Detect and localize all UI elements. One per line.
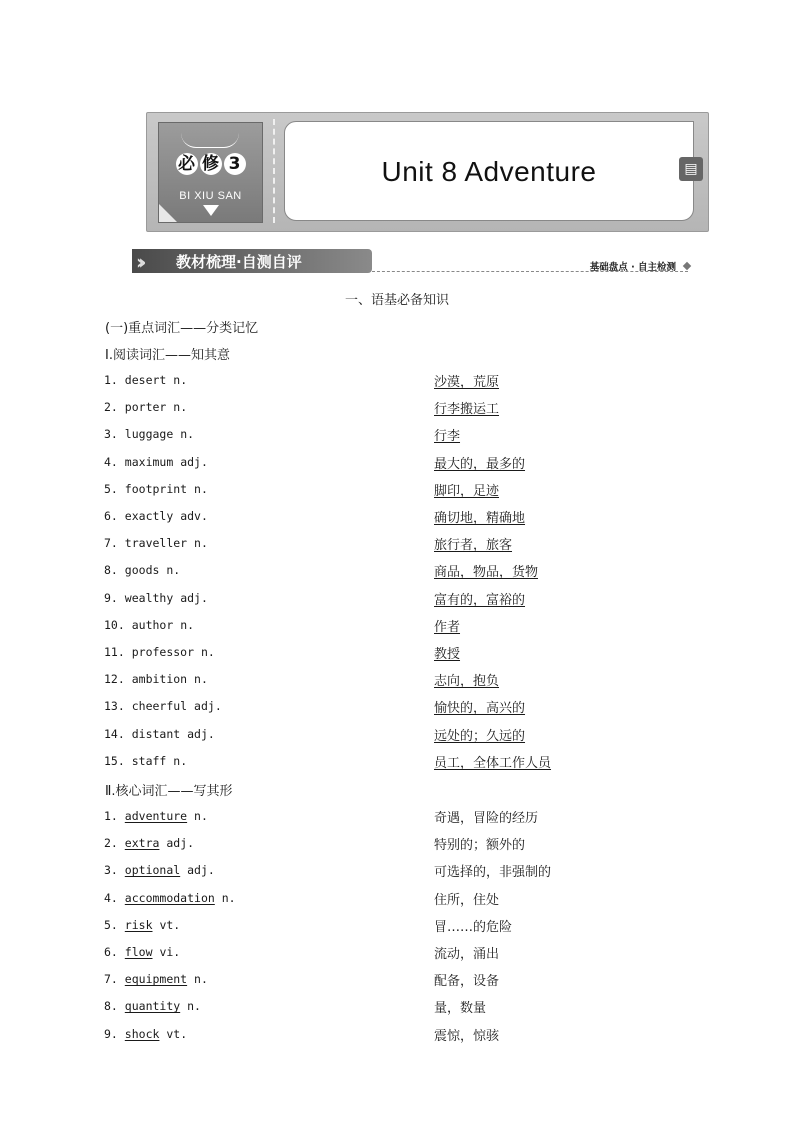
list-item bbox=[104, 889, 584, 909]
item-number: 2. bbox=[104, 400, 118, 415]
vocab-entry bbox=[104, 891, 236, 905]
page-title: Unit 8 Adventure bbox=[381, 156, 597, 187]
item-number: 6. bbox=[104, 509, 118, 523]
section-bar bbox=[132, 249, 692, 273]
vocab-word: equipment bbox=[124, 972, 188, 987]
vocab-word: author bbox=[131, 617, 174, 632]
vocab-meaning: 旅行者，旅客 bbox=[434, 538, 513, 554]
part-of-speech: n. bbox=[194, 536, 208, 551]
list-item bbox=[104, 916, 584, 936]
vocab-meaning: 奇遇，冒险的经历 bbox=[434, 811, 539, 826]
vocab-entry bbox=[104, 699, 222, 713]
vocab-meaning: 震惊，惊骇 bbox=[434, 1028, 500, 1044]
part-of-speech: n. bbox=[194, 481, 208, 496]
vocab-entry bbox=[104, 672, 208, 686]
item-number: 5. bbox=[104, 917, 118, 932]
vocab-entry bbox=[104, 536, 208, 550]
vocab-meaning: 远处的；久远的 bbox=[434, 728, 526, 744]
part-of-speech: adv. bbox=[180, 509, 208, 523]
vocab-word: desert bbox=[124, 373, 167, 387]
vocab-entry bbox=[104, 427, 194, 441]
vocab-word: porter bbox=[124, 400, 167, 415]
part-of-speech: n. bbox=[180, 617, 195, 632]
part-of-speech: adj. bbox=[187, 863, 215, 878]
vocab-meaning: 特别的；额外的 bbox=[434, 838, 526, 854]
vocab-entry bbox=[104, 591, 208, 605]
vocab-entry bbox=[104, 918, 180, 932]
part-of-speech: n. bbox=[194, 672, 208, 687]
badge-pinyin: BI XIU SAN bbox=[179, 190, 242, 202]
list-item bbox=[104, 371, 584, 391]
list-item bbox=[104, 670, 584, 690]
part-of-speech: n. bbox=[187, 999, 201, 1014]
vocab-word: footprint bbox=[124, 481, 188, 496]
vocab-entry bbox=[104, 645, 215, 659]
list-item bbox=[104, 589, 584, 609]
vocab-word: wealthy bbox=[124, 590, 174, 605]
vocab-meaning: 商品，物品，货物 bbox=[434, 565, 539, 581]
part-of-speech: vt. bbox=[159, 917, 181, 932]
section-label: 教材梳理·自测自评 bbox=[176, 253, 302, 271]
vocab-word: shock bbox=[124, 1026, 160, 1041]
part-of-speech: n. bbox=[173, 753, 188, 768]
page-fold-icon bbox=[159, 204, 177, 222]
item-number: 8. bbox=[104, 999, 118, 1014]
badge-char: 修 bbox=[200, 153, 222, 175]
list-item bbox=[104, 970, 584, 990]
vocab-meaning: 量，数量 bbox=[434, 1001, 487, 1017]
vocab-meaning: 可选择的，非强制的 bbox=[434, 865, 552, 881]
vocab-meaning: 沙漠，荒原 bbox=[434, 375, 500, 390]
badge-ornament bbox=[181, 133, 239, 148]
vocab-entry bbox=[104, 945, 180, 959]
item-number: 9. bbox=[104, 1026, 118, 1041]
list-item bbox=[104, 425, 584, 445]
list-item bbox=[104, 807, 584, 827]
part-of-speech: n. bbox=[194, 972, 208, 987]
vocab-meaning: 愉快的，高兴的 bbox=[434, 701, 526, 717]
list-item bbox=[104, 507, 584, 527]
item-number: 7. bbox=[104, 536, 118, 551]
down-arrow-icon bbox=[203, 205, 219, 216]
part-of-speech: n. bbox=[221, 890, 236, 905]
vocab-meaning: 最大的，最多的 bbox=[434, 456, 526, 472]
vocab-meaning: 教授 bbox=[434, 647, 461, 662]
vocab-word: maximum bbox=[124, 454, 174, 469]
part-of-speech: n. bbox=[166, 563, 181, 578]
list-item bbox=[104, 997, 584, 1017]
vocab-meaning: 配备，设备 bbox=[434, 974, 500, 990]
vocab-word: exactly bbox=[124, 509, 174, 523]
list-item bbox=[104, 861, 584, 881]
item-number: 12. bbox=[104, 672, 125, 687]
item-number: 9. bbox=[104, 590, 118, 605]
title-panel bbox=[284, 121, 694, 221]
vocab-word: quantity bbox=[124, 999, 181, 1014]
part-of-speech: vt. bbox=[166, 1026, 188, 1041]
item-number: 10. bbox=[104, 617, 125, 632]
item-number: 4. bbox=[104, 454, 118, 469]
part-of-speech: n. bbox=[194, 809, 208, 823]
vocab-entry bbox=[104, 999, 201, 1013]
part-of-speech: n. bbox=[173, 373, 188, 387]
vocab-entry bbox=[104, 836, 194, 850]
vocab-meaning: 冒……的危险 bbox=[434, 919, 513, 935]
item-number: 15. bbox=[104, 753, 125, 768]
item-number: 6. bbox=[104, 945, 118, 959]
section-heading: 一、语基必备知识 bbox=[344, 293, 449, 308]
list-item bbox=[104, 1025, 584, 1045]
list-item bbox=[104, 697, 584, 717]
vocab-word: luggage bbox=[124, 427, 174, 442]
vocab-entry bbox=[104, 373, 187, 387]
vocab-entry bbox=[104, 482, 208, 496]
vocab-entry bbox=[104, 972, 208, 986]
part1-title: Ⅰ.阅读词汇——知其意 bbox=[105, 348, 230, 363]
vocab-word: staff bbox=[131, 753, 167, 768]
list-item bbox=[104, 616, 584, 636]
vocab-word: accommodation bbox=[124, 890, 215, 905]
vocab-entry bbox=[104, 400, 187, 414]
part-of-speech: adj. bbox=[194, 699, 222, 714]
section-label-box bbox=[132, 249, 372, 273]
vocab-meaning: 住所，住处 bbox=[434, 892, 500, 908]
item-number: 11. bbox=[104, 645, 125, 659]
vocab-meaning: 志向，抱负 bbox=[434, 674, 500, 690]
vocab-word: ambition bbox=[131, 672, 188, 687]
list-item bbox=[104, 453, 584, 473]
item-number: 13. bbox=[104, 699, 125, 714]
vocab-meaning: 确切地，精确地 bbox=[434, 511, 526, 526]
vocab-entry bbox=[104, 754, 187, 768]
diamond-icon bbox=[683, 262, 691, 270]
banner-divider bbox=[273, 119, 275, 223]
book-search-icon[interactable]: ▤ bbox=[679, 157, 703, 181]
part-of-speech: adj. bbox=[180, 454, 208, 469]
vocab-entry bbox=[104, 1027, 187, 1041]
part-of-speech: n. bbox=[200, 645, 215, 659]
subsection-title: (一)重点词汇——分类记忆 bbox=[105, 321, 259, 336]
part-of-speech: vi. bbox=[159, 945, 181, 959]
list-item bbox=[104, 534, 584, 554]
part-of-speech: n. bbox=[180, 427, 195, 442]
list-item bbox=[104, 725, 584, 745]
vocab-entry bbox=[104, 727, 215, 741]
chevron-right-icon: ›› bbox=[136, 250, 141, 274]
item-number: 14. bbox=[104, 726, 125, 741]
vocab-word: extra bbox=[124, 836, 160, 851]
list-item bbox=[104, 643, 584, 663]
list-item bbox=[104, 480, 584, 500]
item-number: 2. bbox=[104, 836, 118, 851]
part-of-speech: adj. bbox=[166, 836, 195, 851]
item-number: 1. bbox=[104, 809, 118, 823]
list-item bbox=[104, 561, 584, 581]
item-number: 3. bbox=[104, 427, 118, 442]
item-number: 1. bbox=[104, 373, 118, 387]
vocab-meaning: 行李 bbox=[434, 429, 461, 445]
part-of-speech: adj. bbox=[187, 726, 215, 741]
item-number: 4. bbox=[104, 890, 118, 905]
list-item bbox=[104, 752, 584, 772]
vocab-word: goods bbox=[124, 563, 160, 578]
section-tagline: 基础盘点 · 自主检测 bbox=[589, 262, 676, 273]
list-item bbox=[104, 834, 584, 854]
textbook-badge bbox=[158, 122, 263, 223]
part2-title: Ⅱ.核心词汇——写其形 bbox=[105, 784, 233, 799]
item-number: 5. bbox=[104, 481, 118, 496]
vocab-meaning: 员工，全体工作人员 bbox=[434, 755, 552, 771]
vocab-entry bbox=[104, 618, 194, 632]
item-number: 7. bbox=[104, 972, 118, 987]
part-of-speech: adj. bbox=[180, 590, 208, 605]
vocab-word: flow bbox=[124, 945, 153, 959]
vocab-word: adventure bbox=[124, 809, 188, 823]
vocab-meaning: 作者 bbox=[434, 619, 461, 635]
vocab-word: traveller bbox=[124, 536, 188, 551]
vocab-entry bbox=[104, 455, 208, 469]
unit-banner bbox=[146, 112, 709, 232]
badge-char: 必 bbox=[176, 153, 198, 175]
item-number: 3. bbox=[104, 863, 118, 878]
badge-char: 3 bbox=[224, 153, 246, 175]
item-number: 8. bbox=[104, 563, 118, 578]
vocab-word: optional bbox=[124, 863, 181, 878]
badge-title bbox=[159, 153, 262, 175]
list-item bbox=[104, 943, 584, 963]
vocab-entry bbox=[104, 509, 208, 523]
vocab-entry bbox=[104, 563, 180, 577]
part-of-speech: n. bbox=[173, 400, 188, 415]
vocab-meaning: 富有的，富裕的 bbox=[434, 592, 526, 608]
vocab-word: cheerful bbox=[131, 699, 188, 714]
list-item bbox=[104, 398, 584, 418]
vocab-meaning: 行李搬运工 bbox=[434, 402, 500, 418]
vocab-meaning: 脚印，足迹 bbox=[434, 483, 500, 499]
vocab-word: risk bbox=[124, 917, 153, 932]
vocab-word: distant bbox=[131, 726, 181, 741]
vocab-entry bbox=[104, 809, 208, 823]
vocab-entry bbox=[104, 863, 215, 877]
vocab-word: professor bbox=[131, 645, 195, 659]
vocab-meaning: 流动，涌出 bbox=[434, 947, 500, 962]
